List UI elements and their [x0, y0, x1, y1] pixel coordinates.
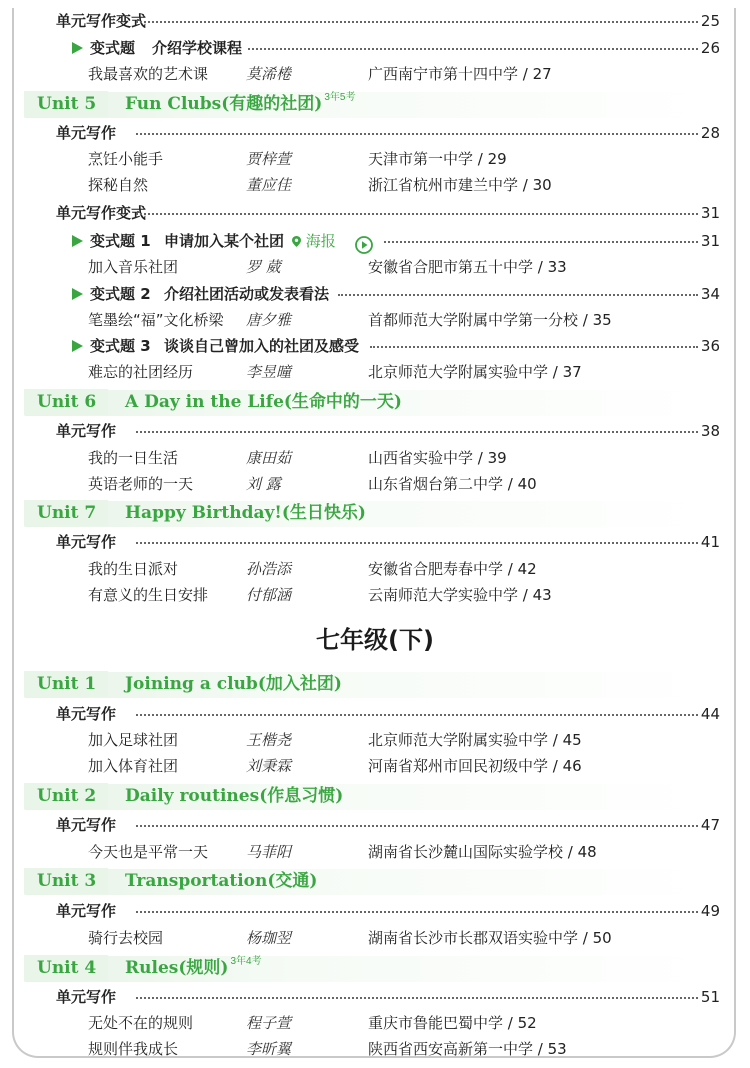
variant-label: 变式题: [90, 39, 136, 57]
entry-row[interactable]: [0, 1036, 750, 1062]
unit-title: [125, 671, 342, 697]
essay-school: 陕西省西安高新第一中学 / 53: [368, 1040, 567, 1058]
leader-dots: [136, 21, 698, 23]
unit-header[interactable]: [24, 388, 724, 418]
pin-icon: [292, 236, 301, 247]
unit-header[interactable]: [24, 499, 724, 529]
essay-title: 英语老师的一天: [88, 475, 194, 493]
essay-author: 孙浩添: [246, 560, 292, 578]
variant-label: 变式题 1: [90, 232, 151, 250]
variant-title: 谈谈自己曾加入的社团及感受: [164, 337, 360, 355]
section-title: 单元写作: [56, 422, 117, 440]
arrow-right-icon: [72, 340, 83, 352]
unit-header[interactable]: [24, 670, 724, 700]
entry-row[interactable]: [0, 61, 750, 87]
section-title: 单元写作: [56, 902, 117, 920]
essay-author: 董应佳: [246, 176, 292, 194]
unit-title-cn: (规则): [178, 958, 229, 978]
section-title: 单元写作: [56, 988, 117, 1006]
page-number: 28: [700, 124, 720, 142]
unit-title-en: A Day in the Life: [125, 392, 284, 412]
unit-badge: Unit 6: [24, 389, 108, 415]
essay-school: 北京师范大学附属实验中学 / 37: [368, 363, 582, 381]
arrow-right-icon: [72, 42, 83, 54]
essay-title: 难忘的社团经历: [88, 363, 194, 381]
essay-title: 今天也是平常一天: [88, 843, 209, 861]
page-number: 25: [700, 12, 720, 30]
essay-title: 加入足球社团: [88, 731, 179, 749]
variant-row[interactable]: [0, 35, 750, 61]
leader-dots: [136, 133, 698, 135]
page-number: 34: [700, 285, 720, 303]
arrow-right-icon: [72, 288, 83, 300]
essay-author: 付郁涵: [246, 586, 292, 604]
entry-row[interactable]: [0, 727, 750, 753]
entry-row[interactable]: [0, 254, 750, 280]
unit-badge: Unit 2: [24, 783, 108, 809]
leader-dots: [248, 48, 698, 50]
unit-title-en: Transportation: [125, 871, 268, 891]
page-number: 26: [700, 39, 720, 57]
entry-row[interactable]: [0, 172, 750, 198]
essay-title: 探秘自然: [88, 176, 149, 194]
page-number: 44: [700, 705, 720, 723]
page-number: 51: [700, 988, 720, 1006]
unit-header[interactable]: [24, 954, 724, 984]
essay-author: 王楷尧: [246, 731, 292, 749]
essay-title: 我的一日生活: [88, 449, 179, 467]
unit-header[interactable]: [24, 782, 724, 812]
entry-row[interactable]: [0, 359, 750, 385]
leader-dots: [136, 542, 698, 544]
unit-header[interactable]: [24, 867, 724, 897]
page-number: 49: [700, 902, 720, 920]
unit-title-cn: (生日快乐): [281, 503, 366, 523]
essay-author: 杨珈翌: [246, 929, 292, 947]
unit-badge: Unit 1: [24, 671, 108, 697]
leader-dots: [136, 997, 698, 999]
unit-badge: Unit 4: [24, 955, 108, 981]
essay-title: 加入音乐社团: [88, 258, 179, 276]
entry-row[interactable]: [0, 839, 750, 865]
unit-title-en: Happy Birthday!: [125, 503, 282, 523]
unit-title-cn: (生命中的一天): [283, 392, 402, 412]
essay-school: 山西省实验中学 / 39: [368, 449, 507, 467]
leader-dots: [136, 825, 698, 827]
essay-title: 有意义的生日安排: [88, 586, 209, 604]
grade-heading: 七年级(下): [316, 626, 434, 654]
entry-row[interactable]: [0, 582, 750, 608]
essay-school: 山东省烟台第二中学 / 40: [368, 475, 537, 493]
section-row[interactable]: [0, 812, 750, 838]
variant-row[interactable]: [0, 228, 750, 254]
page-number: 31: [700, 204, 720, 222]
essay-author: 罗 葳: [246, 258, 281, 276]
unit-badge: Unit 5: [24, 91, 108, 117]
page-number: 38: [700, 422, 720, 440]
unit-title-en: Joining a club: [125, 674, 258, 694]
essay-school: 广西南宁市第十四中学 / 27: [368, 65, 552, 83]
essay-school: 首都师范大学附属中学第一分校 / 35: [368, 311, 612, 329]
section-row[interactable]: [0, 418, 750, 444]
unit-title-en: Rules: [125, 958, 179, 978]
essay-author: 莫浠棬: [246, 65, 292, 83]
section-title: 单元写作变式: [56, 12, 147, 30]
page-number: 31: [700, 232, 720, 250]
variant-title: 介绍学校课程: [152, 39, 243, 57]
poster-label: 海报: [305, 232, 336, 250]
essay-school: 安徽省合肥寿春中学 / 42: [368, 560, 537, 578]
essay-school: 云南师范大学实验中学 / 43: [368, 586, 552, 604]
section-row[interactable]: [0, 701, 750, 727]
essay-title: 加入体育社团: [88, 757, 179, 775]
unit-title-en: Daily routines: [125, 786, 260, 806]
leader-dots: [136, 431, 698, 433]
section-title: 单元写作: [56, 533, 117, 551]
variant-row[interactable]: [0, 281, 750, 307]
unit-title: [125, 389, 402, 415]
essay-author: 李昕翼: [246, 1040, 292, 1058]
section-title: 单元写作: [56, 705, 117, 723]
unit-title-cn: (加入社团): [257, 674, 342, 694]
leader-dots: [338, 294, 698, 296]
entry-row[interactable]: [0, 471, 750, 497]
essay-title: 规则伴我成长: [88, 1040, 179, 1058]
unit-title-en: Fun Clubs: [125, 94, 222, 114]
section-row[interactable]: [0, 898, 750, 924]
essay-school: 湖南省长沙市长郡双语实验中学 / 50: [368, 929, 612, 947]
poster-tag: [292, 228, 336, 254]
entry-row[interactable]: [0, 925, 750, 951]
essay-author: 刘 露: [246, 475, 281, 493]
exam-frequency: 3年5考: [324, 92, 356, 103]
entry-row[interactable]: [0, 753, 750, 779]
arrow-right-icon: [72, 235, 83, 247]
entry-row[interactable]: [0, 307, 750, 333]
essay-title: 烹饪小能手: [88, 150, 164, 168]
unit-title: [125, 783, 343, 809]
essay-author: 唐夕雅: [246, 311, 292, 329]
entry-row[interactable]: [0, 556, 750, 582]
unit-title: [125, 500, 366, 526]
section-row[interactable]: [0, 529, 750, 555]
essay-title: 无处不在的规则: [88, 1014, 194, 1032]
essay-school: 湖南省长沙麓山国际实验学校 / 48: [368, 843, 597, 861]
essay-title: 我的生日派对: [88, 560, 179, 578]
section-row[interactable]: [0, 120, 750, 146]
exam-frequency: 3年4考: [230, 956, 262, 967]
variant-label: 变式题 2: [90, 285, 151, 303]
leader-dots: [136, 714, 698, 716]
unit-title-cn: (有趣的社团): [221, 94, 323, 114]
unit-title: [125, 868, 317, 894]
leader-dots: [136, 911, 698, 913]
unit-title-cn: (交通): [267, 871, 318, 891]
essay-school: 河南省郑州市回民初级中学 / 46: [368, 757, 582, 775]
essay-school: 重庆市鲁能巴蜀中学 / 52: [368, 1014, 537, 1032]
essay-author: 马菲阳: [246, 843, 292, 861]
section-row[interactable]: [0, 200, 750, 226]
unit-title: [125, 955, 262, 981]
leader-dots: [370, 346, 698, 348]
essay-school: 北京师范大学附属实验中学 / 45: [368, 731, 582, 749]
section-title: 单元写作变式: [56, 204, 147, 222]
unit-title-cn: (作息习惯): [259, 786, 344, 806]
entry-row[interactable]: [0, 146, 750, 172]
unit-title: [125, 91, 355, 117]
essay-title: 骑行去校园: [88, 929, 164, 947]
unit-badge: Unit 7: [24, 500, 108, 526]
section-title: 单元写作: [56, 816, 117, 834]
essay-author: 贾梓萱: [246, 150, 292, 168]
essay-author: 康田茹: [246, 449, 292, 467]
variant-title: 申请加入某个社团: [164, 232, 285, 250]
essay-title: 我最喜欢的艺术课: [88, 65, 209, 83]
essay-school: 安徽省合肥市第五十中学 / 33: [368, 258, 567, 276]
page-number: 47: [700, 816, 720, 834]
entry-row[interactable]: [0, 1010, 750, 1036]
variant-row[interactable]: [0, 333, 750, 359]
leader-dots: [384, 241, 698, 243]
variant-title: 介绍社团活动或发表看法: [164, 285, 330, 303]
page-number: 41: [700, 533, 720, 551]
essay-author: 刘秉霖: [246, 757, 292, 775]
unit-header[interactable]: [24, 90, 724, 120]
essay-author: 李昱曈: [246, 363, 292, 381]
essay-school: 浙江省杭州市建兰中学 / 30: [368, 176, 552, 194]
unit-badge: Unit 3: [24, 868, 108, 894]
essay-title: 笔墨绘“福”文化桥梁: [88, 311, 224, 329]
section-row[interactable]: [0, 984, 750, 1010]
essay-author: 程子萱: [246, 1014, 292, 1032]
entry-row[interactable]: [0, 445, 750, 471]
section-row[interactable]: [0, 8, 750, 34]
page-number: 36: [700, 337, 720, 355]
section-title: 单元写作: [56, 124, 117, 142]
essay-school: 天津市第一中学 / 29: [368, 150, 507, 168]
variant-label: 变式题 3: [90, 337, 151, 355]
leader-dots: [136, 213, 698, 215]
